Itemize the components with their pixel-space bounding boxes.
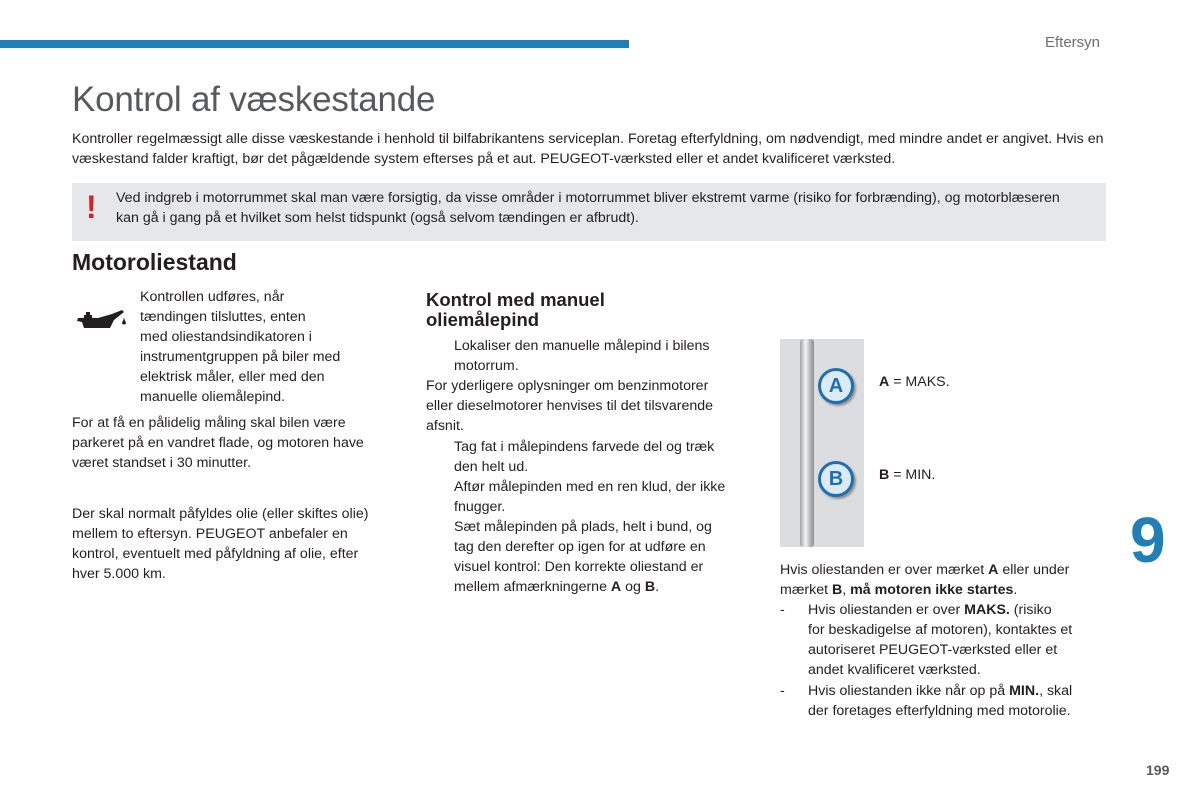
step-line: fnugger.	[454, 499, 506, 515]
step-line: visuel kontrol: Den korrekte oliestand er	[454, 559, 704, 575]
legend-min: B = MIN.	[879, 467, 936, 483]
marker-b-badge: B	[818, 461, 854, 497]
note-line: For yderligere oplysninger om benzinmotorer	[426, 378, 709, 394]
icon-text-line: manuelle oliemålepind.	[140, 389, 286, 405]
section-label: Eftersyn	[1045, 34, 1101, 51]
paragraph-line: hver 5.000 km.	[72, 566, 166, 582]
oil-can-icon	[74, 306, 128, 334]
item-line: andet kvalificeret værksted.	[808, 662, 981, 678]
dash-mark: -	[780, 602, 785, 618]
step-line: tag den derefter op igen for at udføre en	[454, 539, 706, 555]
step-line: Sæt målepinden på plads, helt i bund, og	[454, 519, 712, 535]
warning-text: Ved indgreb i motorrummet skal man være forsigtig, da visse områder i motorrummet bliver ekstremt varme (risiko for forbrænding), og motorblæseren kan gå i gang på et hvilket som helst tidspunkt (også selvom tændingen er afbrudt).	[116, 190, 1060, 226]
item-line: der foretages efterfyldning med motorolie.	[808, 703, 1071, 719]
result-line: mærket B, må motoren ikke startes.	[780, 582, 1018, 598]
result-line: Hvis oliestanden er over mærket A eller under	[780, 562, 1070, 578]
section-heading: Motoroliestand	[72, 249, 237, 275]
paragraph-line: kontrol, eventuelt med påfyldning af olie, efter	[72, 546, 359, 562]
dipstick-rod	[800, 339, 814, 547]
item-line: autoriseret PEUGEOT-værksted eller et	[808, 642, 1058, 658]
manual-heading: Kontrol med manuel oliemålepind	[426, 289, 605, 330]
note-line: afsnit.	[426, 418, 464, 434]
step-line: motorrum.	[454, 358, 519, 374]
exclamation-icon: !	[86, 189, 97, 225]
paragraph-line: Der skal normalt påfyldes olie (eller skiftes olie)	[72, 506, 369, 522]
paragraph-line: For at få en pålidelig måling skal bilen være	[72, 415, 346, 431]
item-line: Hvis oliestanden ikke når op på MIN., skal	[808, 683, 1073, 699]
chapter-number: 9	[1130, 504, 1166, 576]
warning-box	[72, 183, 1106, 241]
dipstick-illustration	[780, 339, 864, 547]
step-line: Aftør målepinden med en ren klud, der ikke	[454, 479, 726, 495]
intro-paragraph: Kontroller regelmæssigt alle disse væskestande i henhold til bilfabrikantens serviceplan. Foretag efterfyldning, om nødvendigt, med mindre andet er angivet. Hvis en væskestand falder kraftigt, bør det pågældende system efterses på et aut. PEUGEOT-værksted eller et andet kvalificeret værksted.	[72, 131, 1104, 167]
page-title: Kontrol af væskestande	[72, 80, 436, 119]
dash-mark: -	[780, 683, 785, 699]
step-line: Tag fat i målepindens farvede del og træk	[454, 439, 715, 455]
marker-a-badge: A	[818, 368, 854, 404]
item-line: for beskadigelse af motoren), kontaktes et	[808, 622, 1073, 638]
icon-text-line: Kontrollen udføres, når	[140, 289, 285, 305]
paragraph-line: mellem to eftersyn. PEUGEOT anbefaler en	[72, 526, 348, 542]
step-line: den helt ud.	[454, 459, 529, 475]
paragraph-line: været standset i 30 minutter.	[72, 455, 252, 471]
note-line: eller dieselmotorer henvises til det tilsvarende	[426, 398, 714, 414]
icon-text-line: instrumentgruppen på biler med	[140, 349, 341, 365]
page-number: 199	[1146, 762, 1170, 778]
icon-text-line: med oliestandsindikatoren i	[140, 329, 312, 345]
step-line: Lokaliser den manuelle målepind i bilens	[454, 338, 710, 354]
header-accent-bar	[0, 40, 629, 48]
step-line: mellem afmærkningerne A og B.	[454, 579, 660, 595]
legend-max: A = MAKS.	[879, 374, 950, 390]
icon-text-line: elektrisk måler, eller med den	[140, 369, 325, 385]
icon-text-line: tændingen tilsluttes, enten	[140, 309, 306, 325]
paragraph-line: parkeret på en vandret flade, og motoren have	[72, 435, 364, 451]
item-line: Hvis oliestanden er over MAKS. (risiko	[808, 602, 1052, 618]
